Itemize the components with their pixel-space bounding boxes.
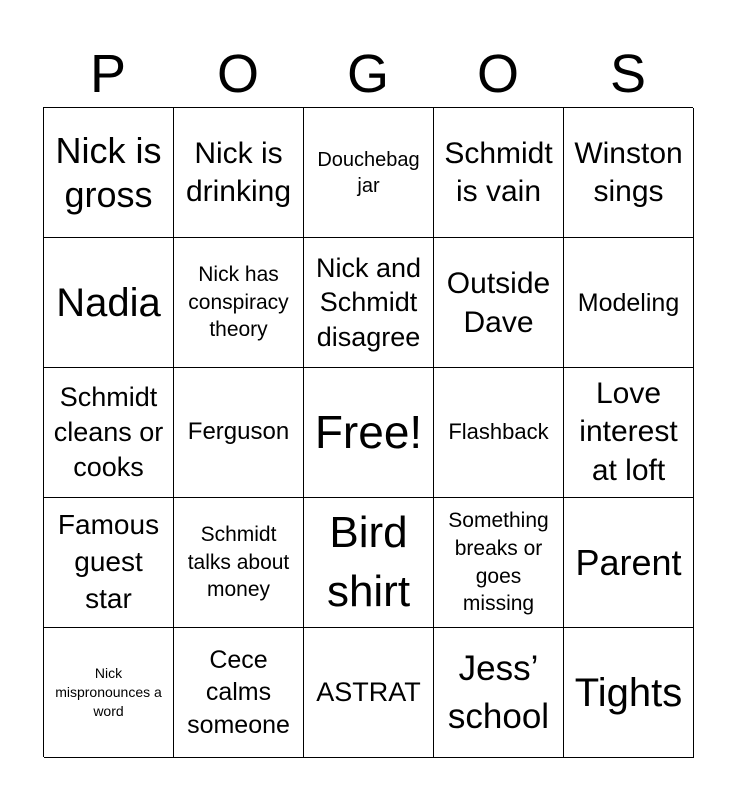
cell-label: Winston sings [574, 137, 683, 208]
cell-label: Ferguson [187, 418, 290, 446]
bingo-cell-r4c5[interactable] [564, 498, 694, 628]
bingo-board [43, 107, 693, 757]
cell-label: Bird shirt [326, 508, 411, 616]
cell-label: Free! [314, 405, 423, 458]
header-letter-p: P [89, 44, 127, 104]
bingo-cell-r5c5[interactable] [564, 628, 694, 758]
header-letter-g: G [346, 44, 389, 104]
cell-label: Outside Dave [446, 266, 551, 339]
cell-label: Nick is drinking [185, 137, 292, 208]
bingo-cell-r3c4[interactable] [434, 368, 564, 498]
cell-label: Nadia [56, 280, 161, 325]
cell-label: Nick and Schmidt disagree [315, 252, 422, 352]
bingo-cell-r3c5[interactable] [564, 368, 694, 498]
bingo-cell-r1c1[interactable] [44, 108, 174, 238]
cell-label: Tights [574, 670, 683, 715]
cell-label: Parent [575, 541, 682, 583]
cell-label: Jess’ school [447, 649, 550, 736]
cell-label: Famous guest star [57, 509, 160, 614]
bingo-cell-r4c3[interactable] [304, 498, 434, 628]
cell-label: Schmidt is vain [444, 137, 553, 208]
cell-label: Douchebag jar [317, 148, 420, 197]
bingo-cell-r2c4[interactable] [434, 238, 564, 368]
bingo-cell-r5c1[interactable] [44, 628, 174, 758]
cell-label: Nick is gross [55, 129, 162, 215]
cell-label: Nick has conspiracy theory [188, 262, 289, 342]
bingo-cell-r3c2[interactable] [174, 368, 304, 498]
cell-label: Modeling [577, 288, 680, 317]
cell-label: Nick mispronounces a word [55, 665, 162, 719]
bingo-cell-r2c2[interactable] [174, 238, 304, 368]
cell-label: Schmidt talks about money [187, 522, 290, 602]
header-letter-s: S [609, 44, 647, 104]
cell-label: Something breaks or goes missing [448, 508, 549, 616]
cell-label: Flashback [448, 419, 549, 445]
bingo-cell-r2c5[interactable] [564, 238, 694, 368]
cell-label: ASTRAT [316, 677, 421, 708]
bingo-cell-r1c5[interactable] [564, 108, 694, 238]
bingo-cell-r2c1[interactable] [44, 238, 174, 368]
bingo-cell-r4c4[interactable] [434, 498, 564, 628]
cell-label: Schmidt cleans or cooks [53, 381, 164, 483]
bingo-cell-r1c2[interactable] [174, 108, 304, 238]
bingo-cell-r1c3[interactable] [304, 108, 434, 238]
bingo-cell-r3c1[interactable] [44, 368, 174, 498]
bingo-cell-r5c2[interactable] [174, 628, 304, 758]
header-letter-o-2: O [476, 44, 519, 104]
bingo-cell-free-space[interactable] [304, 368, 434, 498]
bingo-header [43, 42, 693, 106]
cell-label: Cece calms someone [187, 645, 290, 739]
bingo-cell-r4c1[interactable] [44, 498, 174, 628]
cell-label: Love interest at loft [579, 376, 678, 487]
bingo-cell-r5c3[interactable] [304, 628, 434, 758]
bingo-cell-r1c4[interactable] [434, 108, 564, 238]
bingo-cell-r2c3[interactable] [304, 238, 434, 368]
bingo-cell-r5c4[interactable] [434, 628, 564, 758]
bingo-cell-r4c2[interactable] [174, 498, 304, 628]
header-letter-o: O [216, 44, 259, 104]
